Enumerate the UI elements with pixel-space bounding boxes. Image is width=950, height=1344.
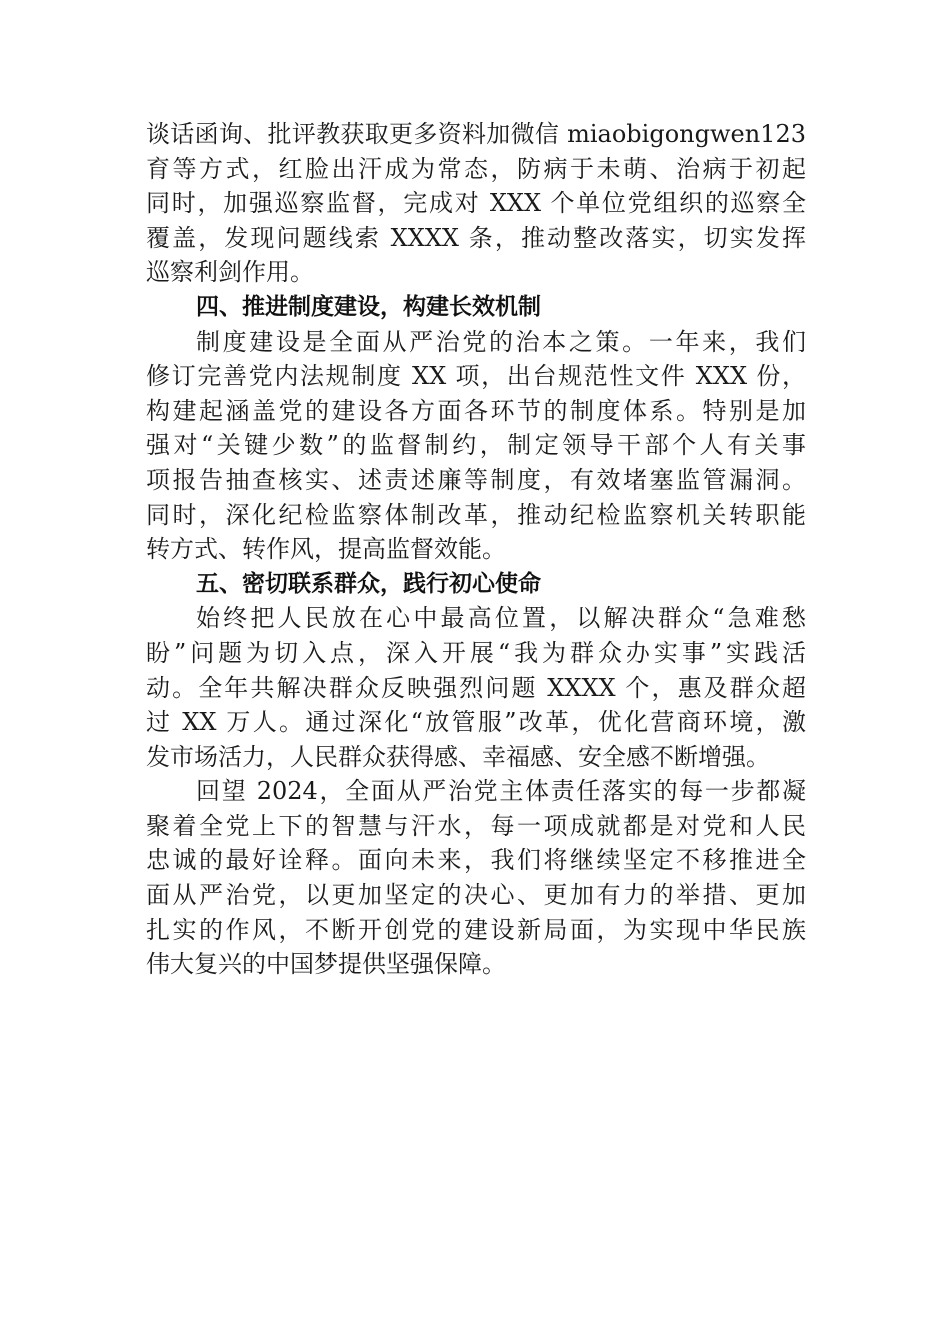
text-line: 同时，深化纪检监察体制改革，推动纪检监察机关转职能: [146, 500, 806, 529]
text-line: 回望 2024，全面从严治党主体责任落实的每一步都凝: [196, 777, 806, 806]
section-5-paragraph: [146, 601, 806, 774]
text-line: 同时，加强巡察监督，完成对 XXX 个单位党组织的巡察全: [146, 189, 806, 218]
text-line: 过 XX 万人。通过深化“放管服”改革，优化营商环境，激: [146, 708, 806, 737]
text-line: 忠诚的最好诠释。面向未来，我们将继续坚定不移推进全: [146, 846, 806, 875]
text-line: 覆盖，发现问题线索 XXXX 条，推动整改落实，切实发挥: [146, 223, 806, 252]
text-line: 面从严治党，以更加坚定的决心、更加有力的举措、更加: [146, 881, 806, 910]
text-line: 修订完善党内法规制度 XX 项，出台规范性文件 XXX 份，: [146, 362, 806, 391]
text-line: 始终把人民放在心中最高位置，以解决群众“急难愁: [196, 604, 806, 633]
text-line: 聚着全党上下的智慧与汗水，每一项成就都是对党和人民: [146, 811, 806, 840]
section-heading-5: 五、密切联系群众，践行初心使命: [196, 570, 541, 597]
text-line: 伟大复兴的中国梦提供坚强保障。: [146, 950, 506, 979]
text-line: 转方式、转作风，提高监督效能。: [146, 535, 506, 564]
text-line: 发市场活力，人民群众获得感、幸福感、安全感不断增强。: [146, 742, 770, 771]
text-line: 动。全年共解决群众反映强烈问题 XXXX 个，惠及群众超: [146, 673, 806, 702]
section-4-paragraph: [146, 325, 806, 567]
text-line: 盼”问题为切入点，深入开展“我为群众办实事”实践活: [146, 638, 806, 667]
text-line: 育等方式，红脸出汗成为常态，防病于未萌、治病于初起: [146, 154, 806, 183]
text-line: 项报告抽查核实、述责述廉等制度，有效堵塞监管漏洞。: [146, 465, 806, 494]
text-line: 巡察利剑作用。: [146, 258, 314, 287]
text-line: 谈话函询、批评教获取更多资料加微信 miaobigongwen123: [146, 120, 806, 148]
text-line: 扎实的作风，不断开创党的建设新局面，为实现中华民族: [146, 915, 806, 944]
text-line: 构建起涵盖党的建设各方面各环节的制度体系。特别是加: [146, 396, 806, 425]
document-page: [146, 117, 806, 982]
text-line: 强对“关键少数”的监督制约，制定领导干部个人有关事: [146, 431, 806, 460]
closing-paragraph: [146, 774, 806, 982]
text-line: 制度建设是全面从严治党的治本之策。一年来，我们: [196, 327, 806, 356]
section-heading-4: 四、推进制度建设，构建长效机制: [196, 293, 541, 320]
paragraph-continuation: [146, 117, 806, 290]
